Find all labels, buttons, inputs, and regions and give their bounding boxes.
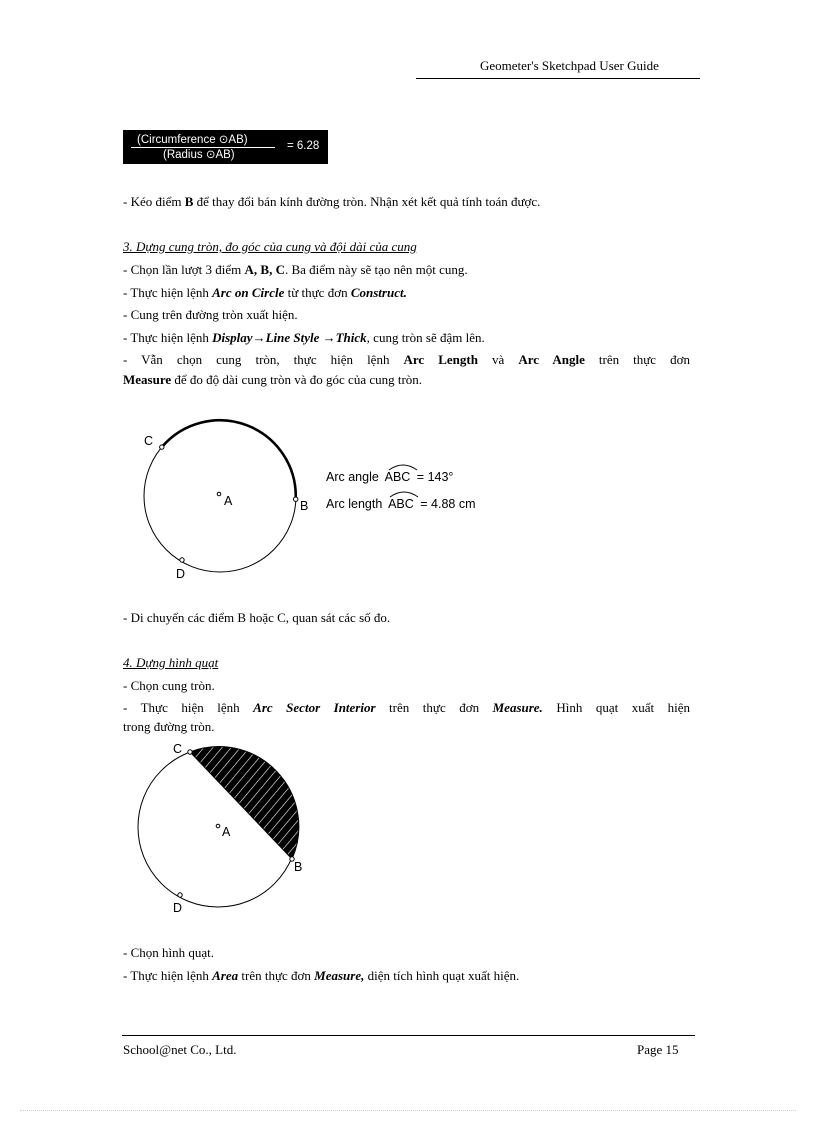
label-b: B [300,499,309,513]
text: trên thực đơn [375,700,493,715]
command-area: Area [212,968,239,983]
text: để thay đổi bán kính đường tròn. Nhận xét kết quả tính toán được. [193,194,541,209]
command-display-line-style: Display→Line Style →Thick [212,330,367,345]
section-4-line-1: - Chọn cung tròn. [123,678,215,693]
footer-company: School@net Co., Ltd. [123,1042,237,1057]
arc-length-value: = 4.88 cm [420,497,476,511]
label-c: C [144,434,154,448]
footer-rule [122,1035,695,1036]
section-3-line-5 [123,350,690,369]
menu-measure: Measure. [492,700,543,715]
label-c: C [173,742,183,756]
point-b [294,497,298,501]
point-c [188,750,192,754]
label-d: D [173,901,183,915]
command-arc-on-circle: Arc on Circle [212,285,285,300]
text: - Kéo điểm [123,194,185,209]
text: từ thực đơn [284,285,351,300]
arc-angle-label: Arc angle [326,470,379,484]
arc-length-measure [326,497,476,511]
arc-angle-arc-name: ABC [384,470,411,484]
footer-page-number: Page 15 [637,1042,679,1057]
text: trên thực đơn [238,968,315,983]
header-rule [416,78,700,79]
text: - Thực hiện lệnh [123,968,213,983]
section-3-line-6 [123,370,690,389]
point-b-bold: B [184,194,194,209]
text: để đo độ dài cung tròn và đo góc của cung tròn. [171,372,423,387]
thick-arc [162,420,296,499]
arc-angle-measure [326,470,453,484]
text: - Thực hiện lệnh [123,285,213,300]
arc-length-arc-name: ABC [388,497,414,511]
text: , cung tròn sẽ đậm lên. [366,330,485,345]
command-arc-sector-interior: Arc Sector Interior [253,700,376,715]
para-move-points: - Di chuyển các điểm B hoặc C, quan sát các số đo. [123,610,391,625]
text: - Thực hiện lệnh [123,700,254,715]
menu-measure: Measure [123,372,172,387]
arc-length-label: Arc length [326,497,383,511]
point-c [160,445,164,449]
menu-measure: Measure, [314,968,365,983]
figure-arc-measure [120,410,520,585]
section-3-line-2 [123,283,690,302]
text: - Thực hiện lệnh [123,330,213,345]
text: - Chọn lần lượt 3 điểm [123,262,245,277]
points-bold: A, B, C [244,262,285,277]
text: . Ba điểm này sẽ tạo nên một cung. [284,262,468,277]
point-a [217,492,221,496]
point-a [216,824,220,828]
section-4-heading: 4. Dựng hình quạt [123,655,219,670]
formula-denominator: (Radius ⊙AB) [163,149,235,161]
point-d [178,893,182,897]
point-d [180,558,184,562]
formula-result: = 6.28 [287,140,320,152]
page-bottom-border [20,1110,796,1111]
arc-angle-value: = 143° [416,470,454,484]
formula-numerator: (Circumference ⊙AB) [137,134,248,146]
figure-sector [120,738,340,918]
section-3-line-1 [123,260,690,279]
text: trên thực đơn [584,352,690,367]
section-3-line-4 [123,328,690,347]
text: diện tích hình quạt xuất hiện. [364,968,520,983]
command-arc-length: Arc Length [403,352,478,367]
formula-box [123,130,328,164]
header-title: Geometer's Sketchpad User Guide [480,58,659,73]
section-4-line-2 [123,698,690,717]
para-drag-b [123,192,690,211]
label-a: A [224,494,233,508]
menu-construct: Construct. [350,285,407,300]
command-arc-angle: Arc Angle [518,352,585,367]
text: Hình quạt xuất hiện [542,700,691,715]
label-a: A [222,825,231,839]
para-select-sector: - Chọn hình quạt. [123,945,214,960]
section-3-line-3: - Cung trên đường tròn xuất hiện. [123,307,298,322]
section-4-line-3: trong đường tròn. [123,719,215,734]
section-3-heading: 3. Dựng cung tròn, đo góc của cung và đội dài của cung [123,239,417,254]
para-area-command [123,966,690,985]
text: - Vẫn chọn cung tròn, thực hiện lệnh [123,352,404,367]
label-b: B [294,860,303,874]
label-d: D [176,567,186,581]
hatched-sector [190,747,299,859]
text: và [477,352,519,367]
